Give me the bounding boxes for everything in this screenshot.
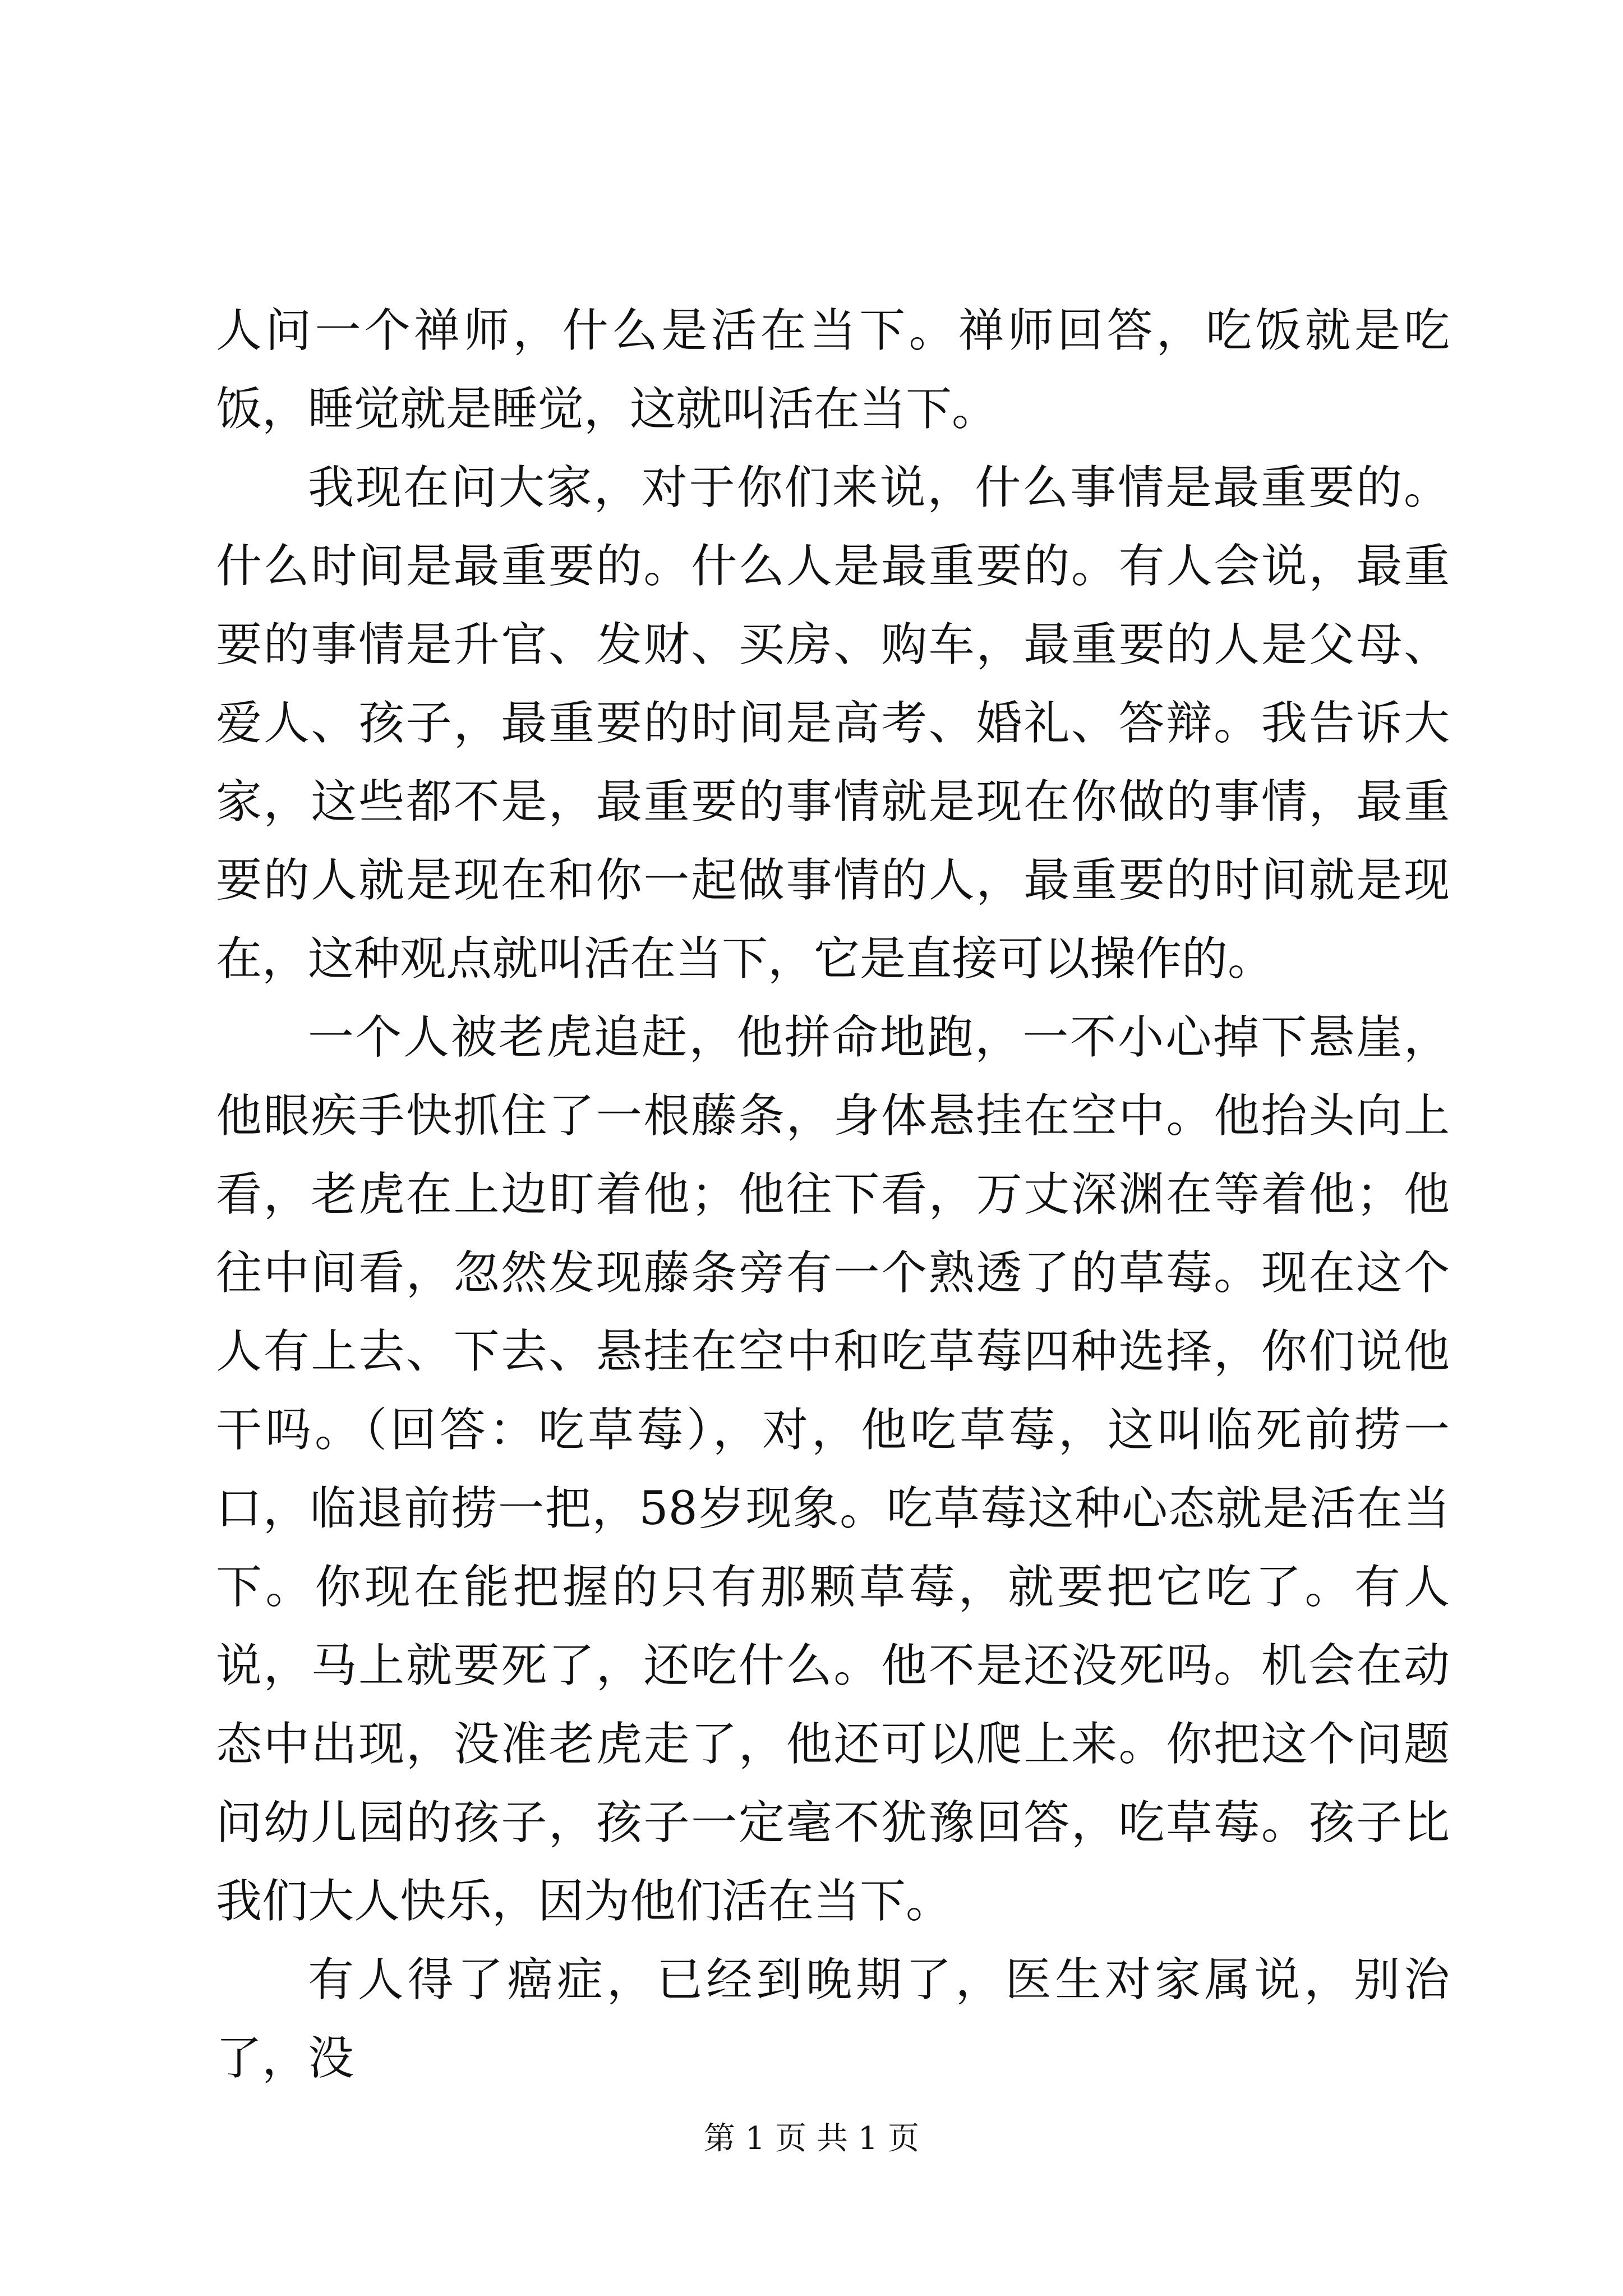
paragraph-1: 人问一个禅师，什么是活在当下。禅师回答，吃饭就是吃饭，睡觉就是睡觉，这就叫活在当下。 — [216, 304, 1450, 436]
paragraph-2: 我现在问大家，对于你们来说，什么事情是最重要的。什么时间是最重要的。什么人是最重要的。有人会说，最重要的事情是升官、发财、买房、购车，最重要的人是父母、爱人、孩子，最重要的时间是高考、婚礼、答辩。我告诉大家，这些都不是，最重要的事情就是现在你做的事情，最重要的人就是现在和你一起做事情的人，最重要的时间就是现在，这种观点就叫活在当下，它是直接可以操作的。 — [216, 461, 1450, 986]
document-body — [216, 292, 1450, 2098]
paragraph-3: 一个人被老虎追赶，他拼命地跑，一不小心掉下悬崖，他眼疾手快抓住了一根藤条，身体悬挂在空中。他抬头向上看，老虎在上边盯着他；他往下看，万丈深渊在等着他；他往中间看，忽然发现藤条旁有一个熟透了的草莓。现在这个人有上去、下去、悬挂在空中和吃草莓四种选择，你们说他干吗。（回答：吃草莓），对，他吃草莓，这叫临死前捞一口，临退前捞一把，58岁现象。吃草莓这种心态就是活在当下。你现在能把握的只有那颗草莓，就要把它吃了。有人说，马上就要死了，还吃什么。他不是还没死吗。机会在动态中出现，没准老虎走了，他还可以爬上来。你把这个问题问幼儿园的孩子，孩子一定毫不犹豫回答，吃草莓。孩子比我们大人快乐，因为他们活在当下。 — [216, 1011, 1450, 1928]
page-number-label: 第 1 页 共 1 页 — [703, 2120, 920, 2157]
paragraph-4: 有人得了癌症，已经到晚期了，医生对家属说，别治了，没 — [216, 1953, 1450, 2085]
page-footer — [0, 2119, 1623, 2159]
